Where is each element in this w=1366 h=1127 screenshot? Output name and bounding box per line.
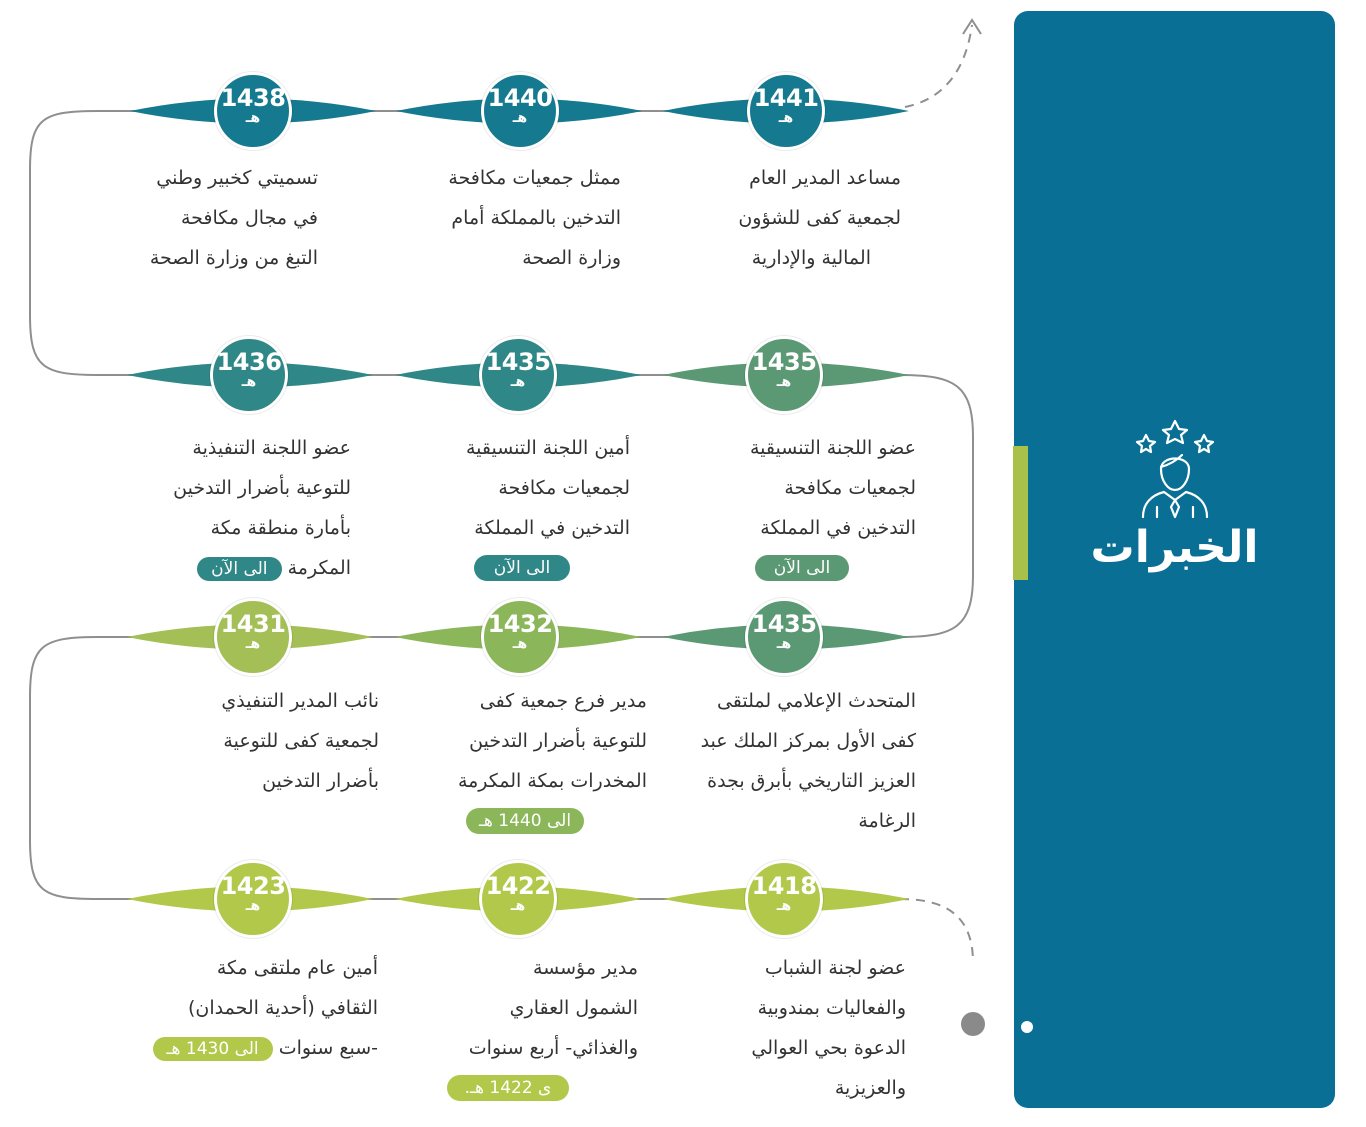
period-pill: الى الآن: [755, 555, 849, 581]
experience-description: أمين اللجنة التنسيقية لجمعيات مكافحة التدخين في المملكة: [465, 437, 630, 539]
year-unit: هـ: [512, 110, 528, 126]
experience-description: عضو لجنة الشباب والفعاليات بمندوبية الدعوة بحي العوالي والعزيزية: [751, 957, 906, 1099]
year-unit: هـ: [510, 374, 526, 390]
year-unit: هـ: [776, 636, 792, 652]
sidebar-dot: [1021, 1021, 1033, 1033]
year-unit: هـ: [245, 110, 261, 126]
year-label: 1441: [753, 84, 819, 112]
period-pill: ى 1422 هـ.: [447, 1075, 569, 1101]
experience-description: عضو اللجنة التنسيقية لجمعيات مكافحة التدخين في المملكة: [750, 437, 916, 539]
year-unit: هـ: [778, 110, 794, 126]
experience-description: عضو اللجنة التنفيذية للتوعية بأضرار التدخين بأمارة منطقة مكة المكرمة الى الآن: [173, 437, 351, 579]
period-pill: الى 1440 هـ: [466, 808, 584, 834]
year-badge: [210, 336, 288, 414]
year-unit: هـ: [776, 374, 792, 390]
year-label: 1435: [751, 610, 817, 638]
experience-description: مساعد المدير العام لجمعية كفى للشؤون المالية والإدارية: [738, 167, 901, 269]
year-unit: هـ: [245, 898, 261, 914]
year-label: 1436: [216, 348, 282, 376]
experience-description: أمين عام ملتقى مكة الثقافي (أحدية الحمدان) -سبع سنوات الى 1430 هـ: [124, 948, 378, 1068]
year-badge: [479, 336, 557, 414]
year-label: 1418: [751, 872, 817, 900]
year-label: 1440: [487, 84, 553, 112]
year-unit: هـ: [241, 374, 257, 390]
expert-with-stars-icon: [1130, 415, 1220, 520]
period-pill: الى الآن: [474, 555, 570, 581]
year-unit: هـ: [510, 898, 526, 914]
year-badge: [745, 336, 823, 414]
year-badge: [745, 598, 823, 676]
year-badge: [479, 860, 557, 938]
experience-description: تسميتي كخبير وطني في مجال مكافحة التبغ من وزارة الصحة: [149, 167, 318, 269]
year-label: 1422: [485, 872, 551, 900]
year-unit: هـ: [512, 636, 528, 652]
year-label: 1431: [220, 610, 286, 638]
year-unit: هـ: [776, 898, 792, 914]
year-badge: [214, 860, 292, 938]
experience-description: مدير مؤسسة الشمول العقاري والغذائي- أربع سنوات: [468, 957, 638, 1059]
year-label: 1435: [751, 348, 817, 376]
year-badge: [481, 72, 559, 150]
year-label: 1438: [220, 84, 286, 112]
year-badge: [745, 860, 823, 938]
period-pill: الى الآن: [197, 557, 281, 581]
section-title: الخبرات: [1090, 522, 1259, 573]
year-label: 1435: [485, 348, 551, 376]
year-label: 1423: [220, 872, 286, 900]
experience-description: مدير فرع جمعية كفى للتوعية بأضرار التدخين المخدرات بمكة المكرمة: [457, 690, 647, 792]
period-pill: الى 1430 هـ: [153, 1037, 273, 1061]
year-badge: [481, 598, 559, 676]
year-label: 1432: [487, 610, 553, 638]
experience-description: المتحدث الإعلامي لملتقى كفى الأول بمركز الملك عبد العزيز التاريخي بأبرق بجدة الرغامة: [700, 690, 916, 832]
year-badge: [747, 72, 825, 150]
experience-description: ممثل جمعيات مكافحة التدخين بالمملكة أمام وزارة الصحة: [448, 167, 621, 269]
experience-description: نائب المدير التنفيذي لجمعية كفى للتوعية بأضرار التدخين: [221, 690, 379, 792]
year-badge: [214, 72, 292, 150]
year-unit: هـ: [245, 636, 261, 652]
year-badge: [214, 598, 292, 676]
